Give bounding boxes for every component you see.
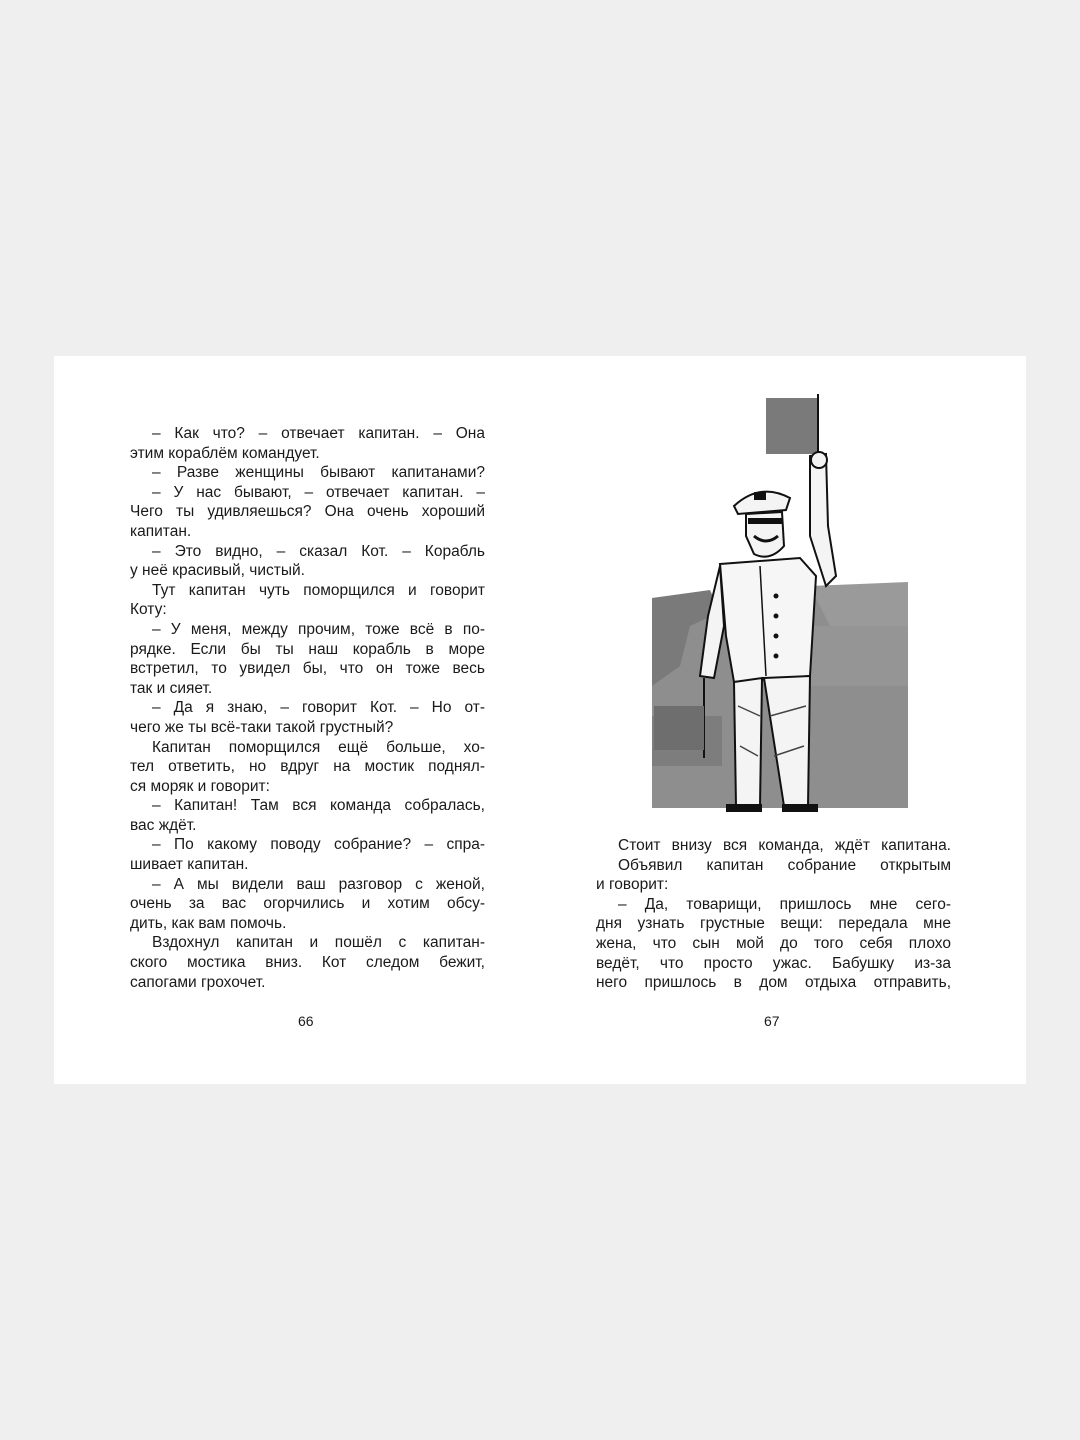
text-line: чего же ты всё-таки такой грустный? [130, 718, 394, 736]
text-line: капитан. [130, 522, 192, 540]
text-line: тел ответить, но вдруг на мостик поднял- [130, 758, 485, 776]
captain-hand [811, 452, 827, 468]
captain-left-shoe [726, 804, 762, 812]
text-line: шивает капитан. [130, 856, 249, 874]
text-line: Стоит внизу вся команда, ждёт капитана. [618, 837, 951, 854]
text-line: дня узнать грустные вещи: передала мне [596, 915, 951, 933]
text-line: жена, что сын мой до того себя плохо [596, 934, 951, 952]
captain-illustration [650, 386, 910, 826]
text-line: – Разве женщины бывают капитанами? [152, 464, 485, 482]
text-line: – По какому поводу собрание? – спра- [152, 836, 485, 854]
text-line: так и сияет. [130, 679, 213, 697]
captain-eyebrows [748, 518, 782, 524]
text-line: Коту: [130, 601, 167, 619]
text-line: него пришлось в дом отдыха отправить, [596, 974, 951, 992]
left-page-text [130, 424, 485, 992]
captain-raised-arm [810, 454, 836, 586]
text-line: дить, как вам помочь. [130, 914, 287, 932]
text-line: – Капитан! Там вся команда собралась, [152, 797, 485, 815]
captain-left-leg [734, 678, 762, 806]
text-line: ведёт, что просто ужас. Бабушку из-за [596, 954, 951, 972]
right-page-text [596, 836, 951, 993]
jacket-button [774, 634, 779, 639]
text-line: ся моряк и говорит: [130, 777, 270, 795]
text-line: вас ждёт. [130, 816, 197, 834]
text-line: Объявил капитан собрание открытым [618, 856, 951, 874]
signal-flag-raised [766, 398, 818, 454]
text-line: Чего ты удивляешься? Она очень хороший [130, 503, 485, 521]
text-line: у неё красивый, чистый. [130, 562, 305, 580]
text-line: сапогами грохочет. [130, 973, 266, 991]
text-line: – Как что? – отвечает капитан. – Она [152, 425, 485, 442]
text-line: этим кораблём командует. [130, 444, 320, 462]
text-line: – У нас бывают, – отвечает капитан. – [152, 483, 485, 501]
text-line: рядке. Если бы ты наш корабль в море [130, 640, 485, 658]
book-spread [54, 356, 1026, 1084]
signal-flag-lowered [654, 706, 704, 750]
text-line: Вздохнул капитан и пошёл с капитан- [152, 934, 485, 952]
jacket-button [774, 614, 779, 619]
text-line: Капитан поморщился ещё больше, хо- [152, 738, 485, 756]
text-line: ского мостика вниз. Кот следом бежит, [130, 954, 485, 972]
page-number-left: 66 [298, 1013, 314, 1029]
text-line: – У меня, между прочим, тоже всё в по- [152, 620, 485, 638]
text-line: Тут капитан чуть поморщился и говорит [152, 581, 485, 599]
page-number-right: 67 [764, 1013, 780, 1029]
text-line: – Да я знаю, – говорит Кот. – Но от- [152, 699, 485, 717]
captain-jacket [720, 558, 816, 682]
captain-right-shoe [782, 804, 818, 812]
text-line: – Да, товарищи, пришлось мне сего- [618, 895, 951, 913]
text-line: и говорит: [596, 876, 669, 894]
text-line: – А мы видели ваш разговор с женой, [152, 875, 485, 893]
jacket-button [774, 654, 779, 659]
text-line: – Это видно, – сказал Кот. – Корабль [152, 542, 485, 560]
text-line: встретил, то увидел бы, что он тоже весь [130, 660, 485, 678]
cap-badge [754, 492, 766, 500]
text-line: очень за вас огорчились и хотим обсу- [130, 895, 485, 913]
jacket-button [774, 594, 779, 599]
